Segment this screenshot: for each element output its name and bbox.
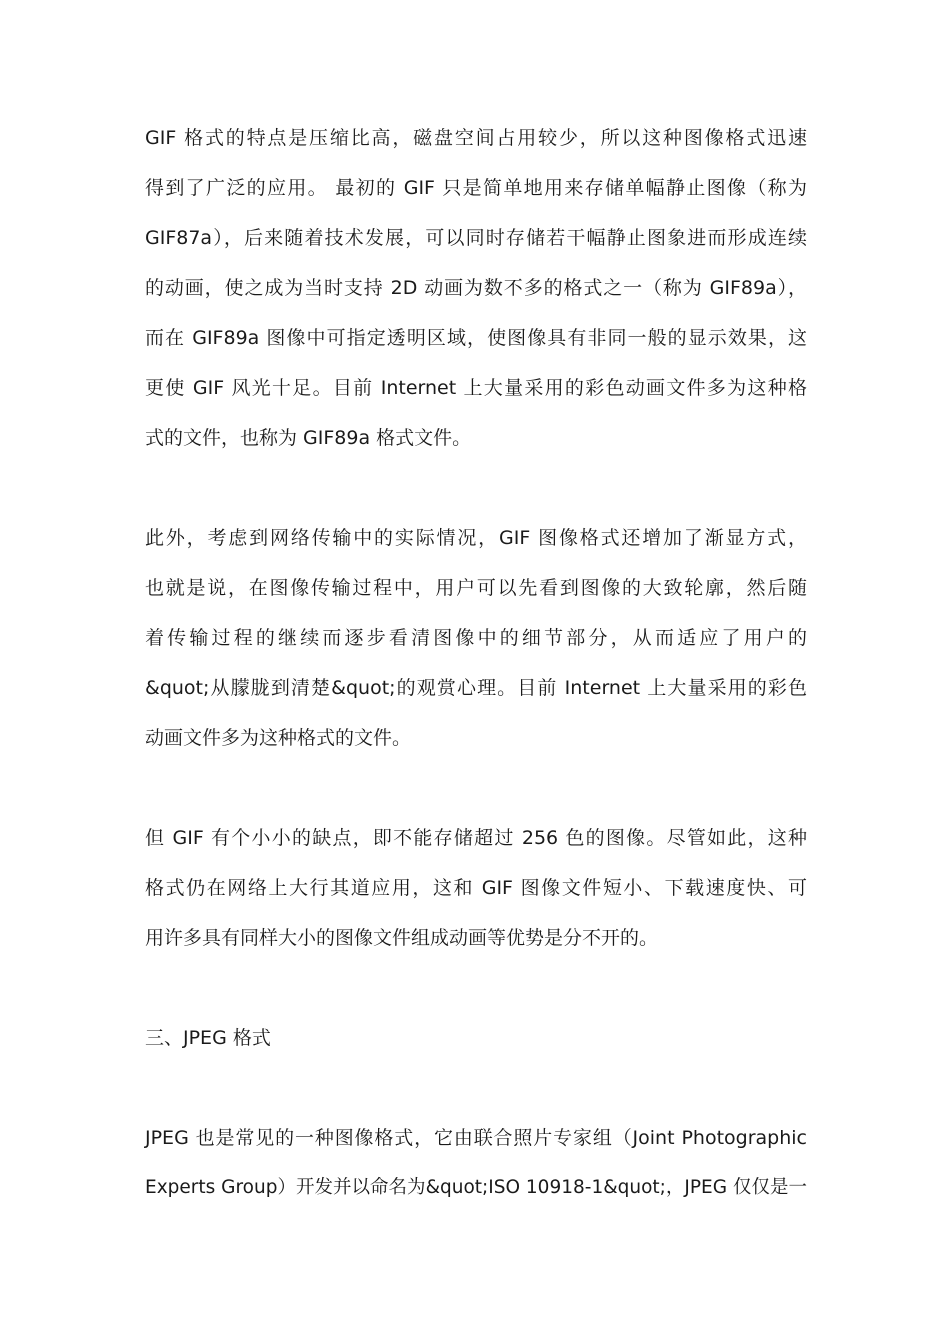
text-line: 但 GIF 有个小小的缺点，即不能存储超过 256 色的图像。尽管如此，这种 bbox=[145, 827, 807, 849]
text-line: 用许多具有同样大小的图像文件组成动画等优势是分不开的。 bbox=[145, 927, 659, 949]
paragraph-jpeg-intro bbox=[145, 1113, 807, 1213]
text-line: 的动画，使之成为当时支持 2D 动画为数不多的格式之一（称为 GIF89a）， bbox=[145, 277, 807, 299]
text-line: 更使 GIF 风光十足。目前 Internet 上大量采用的彩色动画文件多为这种格 bbox=[145, 377, 807, 399]
paragraph-progressive-display bbox=[145, 513, 807, 763]
text-line: 也就是说，在图像传输过程中，用户可以先看到图像的大致轮廓，然后随 bbox=[145, 577, 807, 599]
paragraph-spacer bbox=[145, 763, 807, 813]
text-line: 格式仍在网络上大行其道应用，这和 GIF 图像文件短小、下载速度快、可 bbox=[145, 877, 807, 899]
text-line: 而在 GIF89a 图像中可指定透明区域，使图像具有非同一般的显示效果，这 bbox=[145, 327, 807, 349]
text-line: 着传输过程的继续而逐步看清图像中的细节部分，从而适应了用户的 bbox=[145, 627, 807, 649]
text-line: GIF87a），后来随着技术发展，可以同时存储若干幅静止图象进而形成连续 bbox=[145, 227, 807, 249]
text-line: JPEG 也是常见的一种图像格式，它由联合照片专家组（Joint Photographic bbox=[145, 1127, 807, 1149]
text-line: Experts Group）开发并以命名为&quot;ISO 10918-1&quot;，JPEG 仅仅是一 bbox=[145, 1177, 807, 1198]
paragraph-gif-features bbox=[145, 113, 807, 463]
text-line: &quot;从朦胧到清楚&quot;的观赏心理。目前 Internet 上大量采用的彩色 bbox=[145, 677, 807, 699]
text-line: GIF 格式的特点是压缩比高，磁盘空间占用较少，所以这种图像格式迅速 bbox=[145, 127, 807, 149]
text-line: 此外，考虑到网络传输中的实际情况，GIF 图像格式还增加了渐显方式， bbox=[145, 527, 807, 549]
paragraph-gif-drawback bbox=[145, 813, 807, 963]
document-body bbox=[145, 113, 807, 1213]
text-line: 动画文件多为这种格式的文件。 bbox=[145, 727, 412, 749]
section-heading: 三、JPEG 格式 bbox=[145, 1027, 271, 1049]
text-line: 式的文件，也称为 GIF89a 格式文件。 bbox=[145, 427, 472, 449]
text-line: 得到了广泛的应用。 最初的 GIF 只是简单地用来存储单幅静止图像（称为 bbox=[145, 177, 807, 199]
paragraph-spacer bbox=[145, 1063, 807, 1113]
paragraph-spacer bbox=[145, 963, 807, 1013]
paragraph-spacer bbox=[145, 463, 807, 513]
section-heading-jpeg bbox=[145, 1013, 807, 1063]
